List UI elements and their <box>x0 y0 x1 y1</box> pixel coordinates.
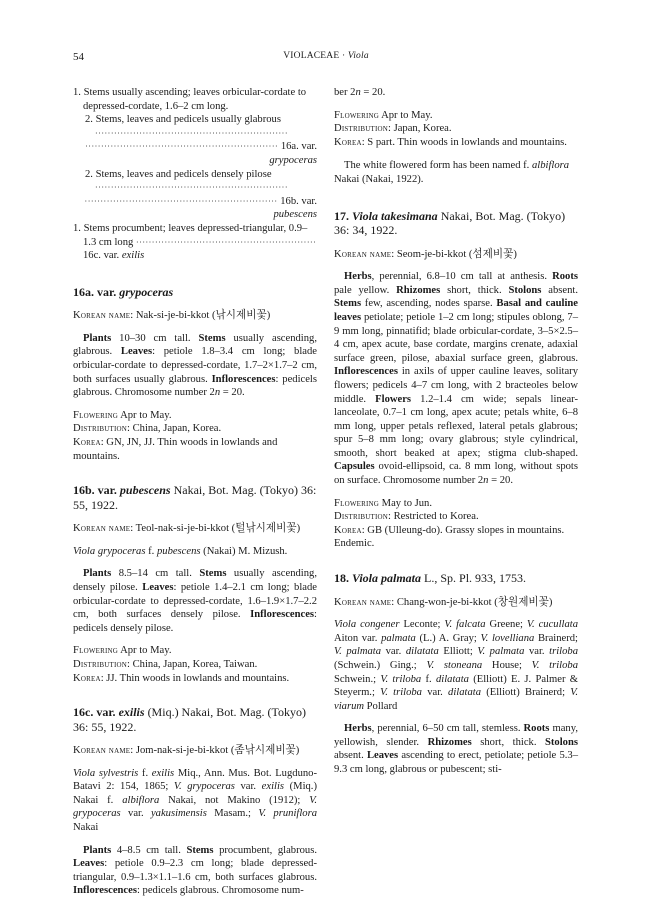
flowering <box>334 109 578 123</box>
desc-text: petiolate; petiole 1–2 cm long; stipules oblong, 7–9 mm long, pinnatifid; blade orbicular-cordate, 3–5×2.5–4 cm, apex acute, base cordate, margins crenate, adaxial surface green, pilose, abaxial surface green, glabrous. <box>334 311 578 364</box>
desc-term: Roots <box>523 723 550 735</box>
desc-text: short, thick. <box>471 736 546 748</box>
page-number: 54 <box>73 51 84 63</box>
syn-italic: V. triloba <box>531 659 579 671</box>
syn-text: Masam.; <box>206 808 259 820</box>
desc-term: Leaves <box>120 346 153 358</box>
right-column <box>334 86 578 786</box>
flowering-value: May to Jun. <box>379 497 432 509</box>
korea-value: : JJ. Thin woods in lowlands and mountains. <box>100 672 290 684</box>
distribution <box>334 122 578 136</box>
desc-term: Leaves <box>73 858 105 870</box>
description <box>334 270 578 488</box>
desc-text: in axils of upper cauline leaves, solitary flowers; pedicels 4–7 cm long, with 2 bracteoles below middle. <box>334 366 578 405</box>
korean-name <box>73 744 317 758</box>
note-text: Nakai (Nakai, 1922). <box>334 173 424 185</box>
flowering-value: Apr to May. <box>379 109 433 121</box>
key-lead-2b-epithet: pubescens <box>273 209 317 221</box>
key-lead-2b-tail: 16b. var. <box>280 195 317 207</box>
syn-text: f. <box>421 673 436 685</box>
taxon-18 <box>334 571 578 777</box>
desc-term: Flowers <box>375 393 412 405</box>
identification-key <box>73 86 317 263</box>
taxon-16b <box>73 483 317 685</box>
flowering <box>73 409 317 423</box>
flowering-label: Flowering <box>334 497 380 509</box>
syn-italic: dilatata <box>405 646 439 658</box>
taxon-16a-heading <box>73 285 317 300</box>
synonymy <box>334 618 578 713</box>
taxon-16c-heading <box>73 705 317 734</box>
korean-name-value: : Nak-si-je-bi-kkot (낚시제비꽃) <box>130 310 271 322</box>
key-dots: ····························································· <box>95 128 289 138</box>
flowering-label: Flowering <box>73 645 119 657</box>
korea-label: Korea <box>73 672 101 684</box>
distribution-value: : China, Japan, Korea, Taiwan. <box>127 658 258 670</box>
desc-term: Stolons <box>508 284 542 296</box>
key-lead-1a: 1. Stems usually ascending; leaves orbicular-cordate to depressed-cordate, 1.6–2 cm long. <box>73 87 307 112</box>
desc-text: short, thick. <box>440 284 509 296</box>
syn-text: (Elliott) Brainerd; <box>481 687 571 699</box>
desc-text: = 20. <box>360 87 386 98</box>
syn-italic: Viola sylvestris <box>73 767 139 779</box>
synonymy <box>73 767 317 835</box>
korean-name-label: Korean name <box>334 596 392 608</box>
syn-italic: pubescens <box>156 545 201 557</box>
desc-text: : pedicels glabrous. Chromosome number 2 <box>73 373 317 399</box>
syn-text: (Schwein.) Ging.; <box>334 659 427 671</box>
flowering-value: Apr to May. <box>118 409 172 421</box>
distribution-value: : Restricted to Korea. <box>388 511 479 523</box>
syn-text: (Miq.) Nakai f. <box>73 781 317 806</box>
syn-text: f. <box>145 545 157 557</box>
key-lead-2a <box>73 113 317 140</box>
syn-italic: exilis <box>151 767 175 779</box>
taxon-number: 16b. var. <box>73 483 117 498</box>
syn-italic: dilatata <box>448 687 481 699</box>
description <box>73 567 317 635</box>
key-lead-2b <box>73 168 317 195</box>
desc-text: , perennial, 6–50 cm tall, stemless. <box>371 723 524 735</box>
description-continued <box>334 86 578 100</box>
flowering-label: Flowering <box>334 109 380 121</box>
taxon-epithet: grypoceras <box>119 284 174 299</box>
syn-italic: V. stoneana <box>426 659 483 671</box>
syn-italic: V. grypoceras <box>73 794 317 820</box>
syn-text: (Nakai) M. Mizush. <box>200 545 288 557</box>
syn-text: Nakai, not Makino (1912); <box>159 794 310 806</box>
syn-italic: V. palmata <box>477 646 525 658</box>
key-lead-1b-epithet: exilis <box>121 250 145 262</box>
desc-term: Herbs <box>344 723 372 735</box>
description <box>73 332 317 400</box>
desc-italic: n <box>355 87 361 98</box>
flowering <box>334 497 578 511</box>
syn-italic: palmata <box>381 632 416 644</box>
desc-italic: n <box>214 387 221 399</box>
left-column <box>73 86 317 907</box>
korean-name-label: Korean name <box>73 523 131 535</box>
flowering <box>73 644 317 658</box>
desc-term: Herbs <box>344 271 372 283</box>
key-lead-2a-tail: 16a. var. <box>280 141 317 153</box>
korean-name-value: : Seom-je-bi-kkot (섬제비꽃) <box>391 248 517 260</box>
korea-range <box>334 524 578 551</box>
taxon-name: Viola palmata <box>352 571 422 586</box>
syn-text: Nakai <box>73 822 99 834</box>
distribution <box>73 658 317 672</box>
syn-text: var. <box>524 646 550 658</box>
syn-italic: V. triloba <box>380 687 422 699</box>
korean-name <box>334 596 578 610</box>
desc-text: ascending to erect, petiolate; petiole 5.3–9.3 cm long, glabrous or pubescent; sti- <box>334 750 578 776</box>
korean-name-label: Korean name <box>73 310 131 322</box>
syn-text: Schwein.; <box>334 673 381 685</box>
taxon-16b-heading <box>73 483 317 512</box>
syn-italic: V. triloba <box>380 673 422 685</box>
flowering-value: Apr to May. <box>118 645 172 657</box>
desc-term: Inflorescences <box>250 609 315 621</box>
running-head-separator: · <box>339 51 348 61</box>
distribution-value: : Japan, Korea. <box>388 123 452 135</box>
taxon-18-heading <box>334 571 578 586</box>
korea-label: Korea <box>334 524 362 536</box>
key-lead-1b-text: 1. Stems procumbent; leaves depressed-triangular, 0.9–1.3 cm long <box>73 222 308 248</box>
key-dots: ····························································· <box>84 196 278 206</box>
note-italic: albiflora <box>531 160 570 172</box>
korea-range <box>334 136 578 150</box>
korean-name-value: : Chang-won-je-bi-kkot (창원제비꽃) <box>391 596 553 608</box>
syn-text: var. <box>234 781 262 793</box>
desc-term: Inflorescences <box>211 373 276 385</box>
syn-text: Greene; <box>485 619 527 631</box>
korean-name-label: Korean name <box>334 248 392 260</box>
key-dots: ····························································· <box>85 142 279 152</box>
distribution-label: Distribution <box>73 423 127 435</box>
running-head <box>0 51 652 61</box>
korea-value: : S part. Thin woods in lowlands and mountains. <box>361 136 567 148</box>
desc-text: absent. <box>334 750 367 762</box>
desc-text: = 20. <box>220 387 245 399</box>
desc-text: : pedicels densely pilose. <box>73 609 317 634</box>
syn-italic: V. pruniflora <box>258 808 317 820</box>
key-lead-2a-epithet: grypoceras <box>269 154 317 166</box>
taxon-number: 16c. var. <box>73 705 116 720</box>
desc-term: Inflorescences <box>334 366 398 378</box>
distribution-value: : China, Japan, Korea. <box>127 423 222 435</box>
taxon-name: Viola takesimana <box>352 208 438 223</box>
korean-name <box>73 522 317 536</box>
key-lead-2a-text: 2. Stems, leaves and pedicels usually glabrous <box>85 114 281 126</box>
desc-term: Plants <box>83 844 112 856</box>
flowering-label: Flowering <box>73 409 119 421</box>
desc-text: 1.2–1.4 cm wide; sepals linear-lanceolate, 0.7–1 cm long, apex acute; petals white, 6–8 mm long, upper petals reflexed, lateral petals glabrous; spur 5–8 mm long; ovary glabrous; style cylindrical, smooth, short beaked at apex; stigma club-shaped. <box>334 393 578 459</box>
description <box>73 844 317 898</box>
desc-term: Rhizomes <box>396 284 441 296</box>
desc-text: = 20. <box>488 475 513 487</box>
syn-text: Pollard <box>364 700 398 712</box>
korea-label: Korea <box>73 436 101 448</box>
syn-text: House; <box>482 659 532 671</box>
desc-term: Stems <box>334 298 362 310</box>
korea-label: Korea <box>334 136 362 148</box>
desc-text: 4–8.5 cm tall. <box>111 844 187 856</box>
korean-name-label: Korean name <box>73 745 131 757</box>
syn-italic: Viola congener <box>334 619 400 631</box>
running-head-family: VIOLACEAE <box>283 51 340 61</box>
syn-italic: exilis <box>261 781 285 793</box>
syn-text: Elliott; <box>438 646 478 658</box>
note <box>334 159 578 186</box>
desc-term: Roots <box>552 271 578 283</box>
syn-italic: V. cucullata <box>526 619 579 631</box>
syn-italic: V. palmata <box>334 646 382 658</box>
key-dots: ························································· <box>135 237 317 247</box>
syn-text: (L.) A. Gray; <box>415 632 481 644</box>
taxon-16a <box>73 285 317 463</box>
taxon-authority: L., Sp. Pl. 933, 1753. <box>421 571 527 586</box>
distribution <box>73 422 317 436</box>
syn-italic: V. falcata <box>444 619 486 631</box>
korean-name <box>334 248 578 262</box>
desc-text: absent. <box>541 284 578 296</box>
desc-term: Stolons <box>545 736 578 748</box>
syn-text: Miq., Ann. Mus. Bot. Lugduno-Batavi 2: 154, 1865; <box>73 767 317 793</box>
syn-text: Leconte; <box>399 619 445 631</box>
taxon-number: 17. <box>334 208 349 223</box>
syn-text: var. <box>381 646 406 658</box>
note-text: The white flowered form has been named f. <box>344 160 532 172</box>
desc-term: Stems <box>199 568 227 580</box>
taxon-number: 18. <box>334 571 349 586</box>
desc-text: : petiole 0.9–2.3 cm long; blade depressed-triangular, 0.9–1.3×1.1–1.6 cm, both surfaces glabrous. <box>73 858 317 883</box>
desc-term: Leaves <box>366 750 399 762</box>
desc-text: many, yellowish, slender. <box>334 723 578 748</box>
synonymy <box>73 545 317 559</box>
desc-term: Stems <box>198 332 226 344</box>
desc-term: Plants <box>83 568 112 580</box>
syn-text: (Elliott) E. J. Palmer & Steyerm.; <box>334 673 578 699</box>
distribution <box>334 510 578 524</box>
desc-text: 10–30 cm tall. <box>111 332 199 344</box>
taxon-17-heading <box>334 209 578 238</box>
taxon-epithet: pubescens <box>119 483 171 498</box>
desc-term: Plants <box>83 332 112 344</box>
desc-text: : pedicels glabrous. Chromosome num- <box>136 885 304 897</box>
korea-value: : GN, JN, JJ. Thin woods in lowlands and mountains. <box>73 436 278 462</box>
korea-range <box>73 672 317 686</box>
syn-italic: dilatata <box>435 673 469 685</box>
distribution-label: Distribution <box>334 511 388 523</box>
desc-italic: n <box>483 475 489 487</box>
desc-text: usually ascending, densely pilose. <box>73 568 317 593</box>
syn-italic: V. viarum <box>334 687 579 712</box>
desc-text: few, ascending, nodes sparse. <box>361 298 497 310</box>
desc-term: Inflorescences <box>73 885 137 897</box>
korean-name-value: : Teol-nak-si-je-bi-kkot (털낚시제비꽃) <box>130 523 301 535</box>
desc-term: Rhizomes <box>427 736 472 748</box>
korea-value: : GB (Ulleung-do). Grassy slopes in mountains. Endemic. <box>334 524 565 550</box>
taxon-16c <box>73 705 317 898</box>
taxon-17 <box>334 209 578 551</box>
key-lead-2a-result <box>73 140 317 167</box>
key-dots: ····························································· <box>95 183 289 193</box>
desc-text: usually ascending, glabrous. <box>73 332 317 358</box>
desc-text: : petiole 1.8–3.4 cm long; blade orbicular-cordate to depressed-cordate, 1.7–2×1.7–2 cm, both surfaces usually glabrous. <box>73 346 317 385</box>
korean-name-value: : Jom-nak-si-je-bi-kkot (좀낚시제비꽃) <box>130 745 300 757</box>
syn-text: Aiton var. <box>334 632 382 644</box>
syn-italic: triloba <box>549 646 579 658</box>
syn-italic: yakusimensis <box>150 808 207 820</box>
desc-term: Stems <box>186 844 214 856</box>
running-head-genus: Viola <box>347 51 369 61</box>
taxon-authority: (Miq.) Nakai, Bot. Mag. (Tokyo) 36: 55, 1922. <box>73 705 307 734</box>
syn-text: Brainerd; <box>534 632 578 644</box>
key-lead-1b-tail: 16c. var. <box>83 250 120 262</box>
syn-italic: albiflora <box>122 794 160 806</box>
desc-text: pale yellow. <box>334 284 397 296</box>
syn-italic: V. lovelliana <box>480 632 535 644</box>
desc-text: 8.5–14 cm tall. <box>111 568 200 580</box>
taxon-number: 16a. var. <box>73 284 117 299</box>
desc-text: ber 2 <box>334 87 356 98</box>
korean-name <box>73 309 317 323</box>
korea-range <box>73 436 317 463</box>
taxon-authority: Nakai, Bot. Mag. (Tokyo) 36: 55, 1922. <box>73 483 317 512</box>
syn-italic: V. grypoceras <box>173 781 235 793</box>
desc-term: Leaves <box>142 581 174 593</box>
key-lead-2b-result <box>73 195 317 222</box>
distribution-label: Distribution <box>73 658 127 670</box>
desc-text: : petiole 1.4–2.1 cm long; blade orbicular-cordate to depressed-cordate, 1.6–1.9×1.7–2.2 cm, both surfaces densely pilose. <box>73 581 317 621</box>
distribution-label: Distribution <box>334 123 388 135</box>
desc-text: procumbent, glabrous. <box>213 844 317 856</box>
syn-text: var. <box>120 808 151 820</box>
taxon-authority: Nakai, Bot. Mag. (Tokyo) 36: 34, 1922. <box>334 208 566 238</box>
syn-text: f. <box>138 767 152 779</box>
desc-text: , perennial, 6.8–10 cm tall at anthesis. <box>371 271 553 283</box>
desc-term: Basal and cauline leaves <box>334 298 578 323</box>
key-lead-1b <box>73 222 317 263</box>
syn-italic: Viola grypoceras <box>73 545 146 557</box>
key-lead-2b-text: 2. Stems, leaves and pedicels densely pilose <box>85 168 272 180</box>
desc-term: Capsules <box>334 461 375 473</box>
taxon-epithet: exilis <box>118 705 145 720</box>
description <box>334 722 578 776</box>
syn-text: var. <box>421 687 449 699</box>
desc-text: ovoid-ellipsoid, ca. 8 mm long, without spots on surface. Chromosome number 2 <box>334 461 578 487</box>
